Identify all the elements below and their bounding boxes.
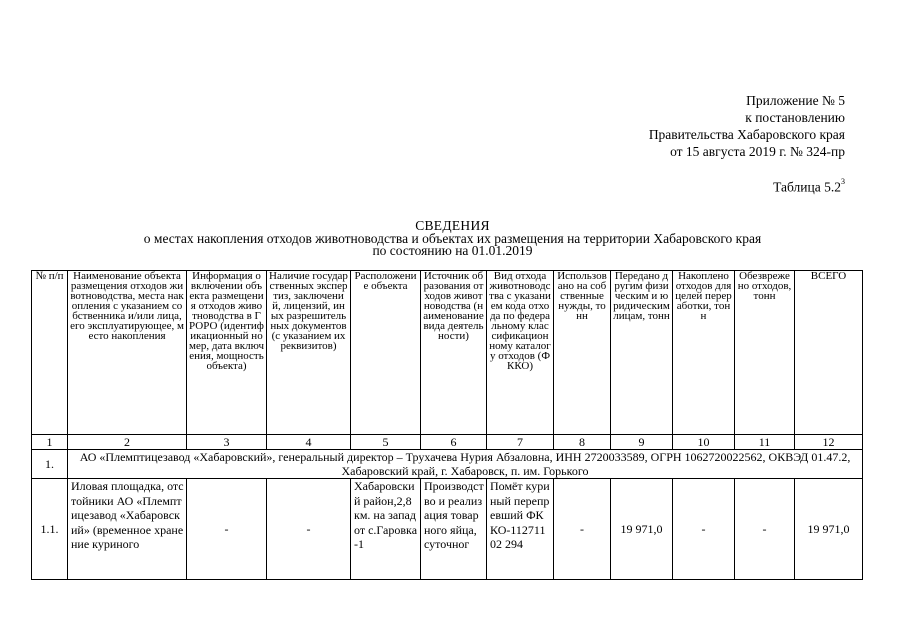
col-header-own-use: Использовано на собственные нужды, тонн xyxy=(554,271,611,435)
cell-location: Хабаровский район,2,8 км. на запад от с.Гаровка-1 xyxy=(351,479,421,580)
col-header-permits: Наличие государственных экспертиз, заключений, лицензий, иных разрешительных документов (с указанием их реквизитов) xyxy=(267,271,351,435)
col-number: 10 xyxy=(673,435,735,450)
document-title xyxy=(0,220,905,258)
col-header-neutralized: Обезврежено отходов, тонн xyxy=(735,271,795,435)
col-header-location: Расположение объекта xyxy=(351,271,421,435)
header-date: от 15 августа 2019 г. № 324-пр xyxy=(670,144,845,159)
col-header-source: Источник образования отходов животноводства (наименование вида деятельности) xyxy=(421,271,487,435)
cell-accumulated: - xyxy=(673,479,735,580)
col-number: 3 xyxy=(187,435,267,450)
cell-transferred: 19 971,0 xyxy=(611,479,673,580)
col-number: 6 xyxy=(421,435,487,450)
col-header-name: Наименование объекта размещения отходов животноводства, места накопления с указанием собственника и/или лица, его эксплуатирующее, место накопления xyxy=(68,271,187,435)
column-numbers-row xyxy=(32,435,863,450)
col-number: 12 xyxy=(795,435,863,450)
data-table xyxy=(31,270,863,580)
col-header-total: ВСЕГО xyxy=(795,271,863,435)
col-header-transferred: Передано другим физическим и юридическим лицам, тонн xyxy=(611,271,673,435)
col-header-waste: Вид отхода животноводства с указанием кода отхода по федеральному классификационному каталогу отходов (ФККО) xyxy=(487,271,554,435)
col-header-accumulated: Накоплено отходов для целей переработки, тонн xyxy=(673,271,735,435)
row-number: 1.1. xyxy=(32,479,68,580)
col-header-groro: Информация о включении объекта размещения отходов животноводства в ГРОРО (идентификационный номер, дата включения, мощность объекта) xyxy=(187,271,267,435)
cell-waste: Помёт куриный перепревший ФККО-11271102 294 xyxy=(487,479,554,580)
col-number: 8 xyxy=(554,435,611,450)
cell-name: Иловая площадка, отстойники АО «Племптицезавод «Хабаровский» (временное хранение куриного xyxy=(68,479,187,580)
col-number: 1 xyxy=(32,435,68,450)
header-appendix: Приложение № 5 xyxy=(746,93,845,108)
table-number-footnote: 3 xyxy=(841,177,845,186)
cell-source: Производство и реализация товарного яйца, суточног xyxy=(421,479,487,580)
header-resolution: к постановлению xyxy=(745,110,845,125)
table-number xyxy=(773,179,845,196)
col-number: 9 xyxy=(611,435,673,450)
org-row-number: 1. xyxy=(32,450,68,479)
cell-neutralized: - xyxy=(735,479,795,580)
cell-own-use: - xyxy=(554,479,611,580)
title-main: СВЕДЕНИЯ xyxy=(415,218,490,233)
title-date: по состоянию на 01.01.2019 xyxy=(372,243,533,258)
col-header-num: № п/п xyxy=(32,271,68,435)
cell-groro: - xyxy=(187,479,267,580)
col-number: 4 xyxy=(267,435,351,450)
col-number: 11 xyxy=(735,435,795,450)
title-subtitle: о местах накопления отходов животноводства и объектах их размещения на территории Хабаровского края xyxy=(143,230,762,246)
org-row-text: АО «Племптицезавод «Хабаровский», генеральный директор – Трухачева Нурия Абзаловна, ИНН 2720033589, ОГРН 1062720022562, ОКВЭД 01.47.2, Хабаровский край, г. Хабаровск, п. им. Горького xyxy=(68,450,863,479)
document-header xyxy=(649,92,845,160)
table-header-row xyxy=(32,271,863,435)
cell-permits: - xyxy=(267,479,351,580)
col-number: 2 xyxy=(68,435,187,450)
col-number: 7 xyxy=(487,435,554,450)
organization-row xyxy=(32,450,863,479)
table-row xyxy=(32,479,863,580)
col-number: 5 xyxy=(351,435,421,450)
header-government: Правительства Хабаровского края xyxy=(648,127,845,142)
table-number-label: Таблица 5.2 xyxy=(773,179,841,195)
cell-total: 19 971,0 xyxy=(795,479,863,580)
